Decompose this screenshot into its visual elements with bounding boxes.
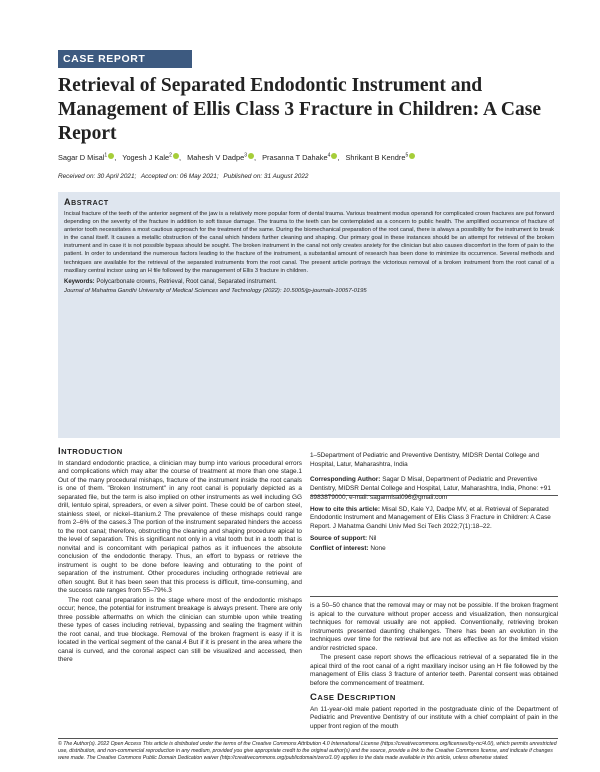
affiliation-divider	[310, 495, 558, 496]
journal-doi-line[interactable]: Journal of Mahatma Gandhi University of Medical Sciences and Technology (2022): 10.5005/jp-journals-10057-0195	[64, 288, 367, 295]
footer-divider	[58, 738, 558, 739]
author-sup: 4	[327, 153, 331, 159]
right-paragraph-1: is a 50–50 chance that the removal may or may not be possible. If the broken fragment is apical to the curvature without proper access and visualization, then nonsurgical techniques for removal usually are not applied. Conventionally, retrieving broken instruments presented daunting challenges. There has been an evolution in the techniques over time for the retrieval but are not as effective as for the limited vision and/or restricted space.	[310, 602, 558, 652]
orcid-icon[interactable]	[108, 153, 114, 159]
author-name: Mahesh V Dadpe	[187, 153, 245, 163]
article-title: Retrieval of Separated Endodontic Instrument and Management of Ellis Class 3 Fracture in Children: A Case Report	[58, 75, 541, 144]
affiliation-block	[310, 452, 558, 557]
department-affiliation: 1–5Department of Pediatric and Preventive Dentistry, MIDSR Dental College and Hospital, Latur, Maharashtra, India	[310, 452, 539, 468]
author-list	[58, 153, 558, 162]
received-date: Received on: 30 April 2021;	[58, 173, 137, 180]
author-3[interactable]: Mahesh V Dadpe$^3$ ,	[187, 153, 257, 163]
abstract-box	[58, 192, 560, 438]
author-1[interactable]: Sagar D Misal$^1$ ,	[58, 153, 117, 163]
support-label: Source of support:	[310, 535, 368, 543]
author-name: Prasanna T Dahake	[262, 153, 328, 163]
conflict-value: None	[370, 545, 386, 553]
case-description-heading: CASE DESCRIPTION	[310, 692, 396, 703]
introduction-heading: INTRODUCTION	[58, 446, 123, 457]
conflict-of-interest	[310, 545, 558, 554]
abstract-text: Incisal fracture of the teeth of the anterior segment of the jaw is a relatively more popular form of dental trauma. Various treatment modus operandi for complicated crown fractures are put forward depending on the severity of the fracture in addition to soft tissue damage. The trauma to the teeth can be contemplated as a concern to public health. The amplified occurrence of fracture of anterior tooth necessitates a most cautious approach for the treatment of the same. During the biomechanical preparation of the root canal, there is always a possibility for the instrument to break in the canal itself. It causes a metallic obstruction of the canal which hinders further cleaning and shaping. Our primary goal in these instances should be an attempt for retrieval of the broken instrument and in case it is not possible bypass should be sought. The broken instrument in the canal not only creates anxiety for the clinician but also causes discomfort in the form of pain to the patient. In order to understand the numerous factors leading to the fracture of the instrument, a substantial amount of research has been done to minimize its occurrence. Several methods and techniques are available for the retrieval of the separated instruments from the root canal. The present article portrays the victorious removal of a broken instrument from the root canal of a maxillary central incisor using an H file followed by the management of Ellis 3 fracture in children.	[64, 211, 554, 274]
author-sup: 1	[104, 153, 108, 159]
support-value: Nil	[368, 535, 377, 543]
corresponding-text[interactable]: Sagar D Misal, Department of Pediatric and Preventive Dentistry, MIDSR Dental College and Hospital, Latur, Maharashtra, India, Phone: +91 8983879000, e-mail: sagarmisal096@gmail.com	[310, 475, 551, 501]
affiliation-bottom-divider	[310, 596, 558, 597]
author-5[interactable]	[345, 153, 415, 162]
author-name: Sagar D Misal	[58, 153, 105, 163]
right-column	[310, 602, 558, 732]
right-paragraph-2: The present case report shows the efficacious retrieval of a separated file in the apical third of the root canal of a right maxillary incisor using an H file followed by the management of Ellis class 3 fracture of anterior teeth. Parental consent was obtained before the commencement of treatment.	[310, 654, 558, 687]
left-column	[58, 448, 302, 666]
orcid-icon[interactable]	[331, 153, 337, 159]
conflict-label: Conflict of interest:	[310, 545, 369, 553]
author-sup: 5	[405, 153, 409, 159]
keywords-line	[64, 278, 554, 287]
abstract-heading: ABSTRACT	[64, 197, 109, 207]
intro-paragraph-1: In standard endodontic practice, a clinician may bump into various procedural errors and complications which may alter the course of treatment at more than one stage.1 Out of the many procedural mishaps, fracture of the instrument inside the root canals is one of them. "Broken Instrument" in any root canal is popularly depicted as a separated file, but the term is also implied on other instruments as well including GG drill, lentulo spiral, spreaders, or even a silver point. These could be of carbon steel, stainless steel, or nickel–titanium.2 The prevalence of these mishaps could range from 2–6% of the cases.3 The portion of the instrument separated hinders the access to the root canal; therefore, obstructing the cleaning and shaping procedure apical to the level of separation. This is significant not only in a vital tooth but in a tooth that is nonvital and is concomitant with periapical pathos as it influences the absolute conclusion of the endodontic therapy. Thus, an effort to bypass or retrieve the instrument is ought to be done before leaving and obturating to the point of separation of the instrument. Other procedures including orthograde retrieval are often sought. But it has been seen that this process is difficult, time-consuming, and the success rate ranges from 55–79%.3	[58, 459, 302, 595]
published-date: Published on: 31 August 2022	[223, 173, 309, 180]
author-sup: 3	[244, 153, 247, 159]
orcid-icon[interactable]	[248, 153, 254, 159]
keywords-value: Polycarbonate crowns, Retrieval, Root canal, Separated instrument.	[96, 278, 277, 285]
orcid-icon[interactable]	[409, 153, 415, 159]
accepted-date: Accepted on: 06 May 2021;	[140, 173, 219, 180]
source-of-support	[310, 535, 558, 544]
corresponding-author	[310, 476, 558, 503]
publication-dates	[58, 173, 311, 180]
author-name: Shrikant B Kendre	[345, 153, 406, 163]
article-type-banner: CASE REPORT	[58, 50, 192, 68]
author-sup: 2	[169, 153, 172, 159]
case-paragraph-1: An 11-year-old male patient reported in the postgraduate clinic of the Department of Pediatric and Preventive Dentistry of our institute with a chief complaint of pain in the upper front region of the mouth	[310, 705, 558, 730]
keywords-label: Keywords:	[64, 278, 95, 285]
author-2[interactable]: Yogesh J Kale$^2$ ,	[122, 153, 182, 163]
author-4[interactable]: Prasanna T Dahake$^4$ ,	[262, 153, 340, 163]
license-footer: © The Author(s). 2022 Open Access This article is distributed under the terms of the Creative Commons Attribution 4.0 International License (https://creativecommons.org/licenses/by-nc/4.0/), which permits unrestricted use, distribution, and non-commercial reproduction in any medium, provided you give appropriate credit to the original author(s) and the source, provide a link to the Creative Commons license, and indicate if changes were made. The Creative Commons Public Domain Dedication waiver (http://creativecommons.org/publicdomain/zero/1.0/) applies to the data made available in this article, unless otherwise stated.	[58, 741, 557, 762]
abstract-heading-rest: BSTRACT	[71, 200, 109, 207]
cite-label: How to cite this article:	[310, 505, 380, 513]
intro-paragraph-2: The root canal preparation is the stage where most of the endodontic mishaps occur; hence, the potential for instrument breakage is always present. There are only three possible aftermaths on which the clinician can stumble upon while treating these types of cases including retrieval, bypassing and sealing the fragment within the root canal, and true blockage. Removal of the broken fragment is easy if it is located in the vertical segment of the canal.4 But if it is present in the area where the canal is curved, and the coronal aspect can still be visualized and accessed, then there	[58, 596, 302, 664]
cite-text: Misal SD, Kale YJ, Dadpe MV, et al. Retrieval of Separated Endodontic Instrument and Management of Ellis Class 3 Fracture in Children: A Case Report. J Mahatma Gandhi Univ Med Sci Tech 2022;7(1):18–22.	[310, 505, 551, 531]
orcid-icon[interactable]	[173, 153, 179, 159]
author-name: Yogesh J Kale	[122, 153, 170, 163]
corresponding-label: Corresponding Author:	[310, 475, 381, 483]
citation	[310, 506, 558, 533]
